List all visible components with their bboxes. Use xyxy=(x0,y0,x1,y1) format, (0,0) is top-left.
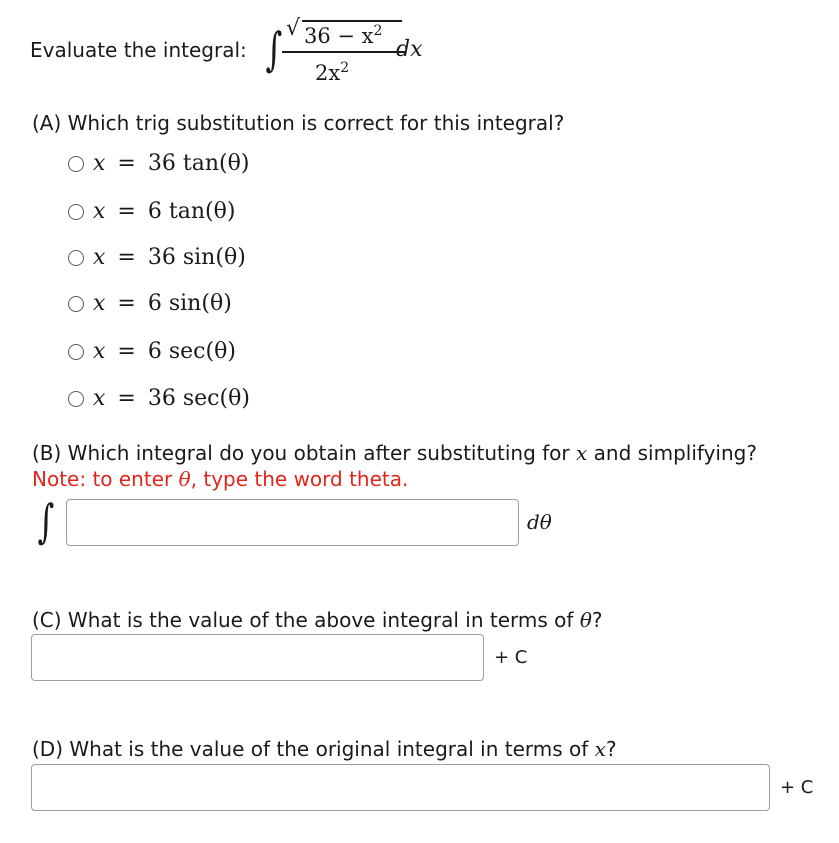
radio-button[interactable] xyxy=(68,250,84,266)
part-c-input[interactable] xyxy=(31,634,484,681)
part-d-input[interactable] xyxy=(31,764,770,811)
option-x-36tan[interactable] xyxy=(68,149,249,179)
part-c-question: (C) What is the value of the above integral in terms of θ? xyxy=(32,608,603,632)
option-expression: x = 36 sin(θ) xyxy=(93,245,246,270)
part-a-question: (A) Which trig substitution is correct for this integral? xyxy=(32,111,565,135)
radicand: $36 - x^2$ xyxy=(304,23,383,48)
differential: dx xyxy=(396,37,423,62)
part-b-text-field[interactable] xyxy=(67,500,518,545)
radio-button[interactable] xyxy=(68,156,84,172)
part-d-question: (D) What is the value of the original integral in terms of x? xyxy=(32,737,617,761)
option-expression: x = 36 tan(θ) xyxy=(93,151,250,176)
part-d-text-field[interactable] xyxy=(32,765,769,810)
option-x-6sec[interactable] xyxy=(68,337,236,367)
option-x-36sec[interactable] xyxy=(68,384,250,414)
integral-sign: ∫ xyxy=(265,22,283,76)
radio-button[interactable] xyxy=(68,204,84,220)
option-x-6tan[interactable] xyxy=(68,197,235,227)
option-expression: x = 6 tan(θ) xyxy=(93,199,236,224)
plus-c-label: + C xyxy=(494,647,528,668)
fraction-bar xyxy=(282,51,406,53)
option-x-6sin[interactable] xyxy=(68,289,232,319)
radio-button[interactable] xyxy=(68,391,84,407)
radio-button[interactable] xyxy=(68,344,84,360)
option-x-36sin[interactable] xyxy=(68,243,246,273)
sqrt-sign: √ xyxy=(286,16,301,41)
integral-expression xyxy=(262,16,432,86)
part-b-question: (B) Which integral do you obtain after substituting for x and simplifying? xyxy=(32,441,757,465)
d-theta-label: dθ xyxy=(527,510,552,534)
prompt-label: Evaluate the integral: xyxy=(30,38,247,62)
integral-sign-b: ∫ xyxy=(37,494,55,548)
option-expression: x = 36 sec(θ) xyxy=(93,386,250,411)
part-c-text-field[interactable] xyxy=(32,635,483,680)
radio-button[interactable] xyxy=(68,296,84,312)
denominator: $2x^2$ xyxy=(315,60,350,85)
option-expression: x = 6 sin(θ) xyxy=(93,291,232,316)
plus-c-label: + C xyxy=(780,777,814,798)
part-b-note: Note: to enter θ, type the word theta. xyxy=(32,467,409,491)
option-expression: x = 6 sec(θ) xyxy=(93,339,236,364)
part-b-input[interactable] xyxy=(66,499,519,546)
